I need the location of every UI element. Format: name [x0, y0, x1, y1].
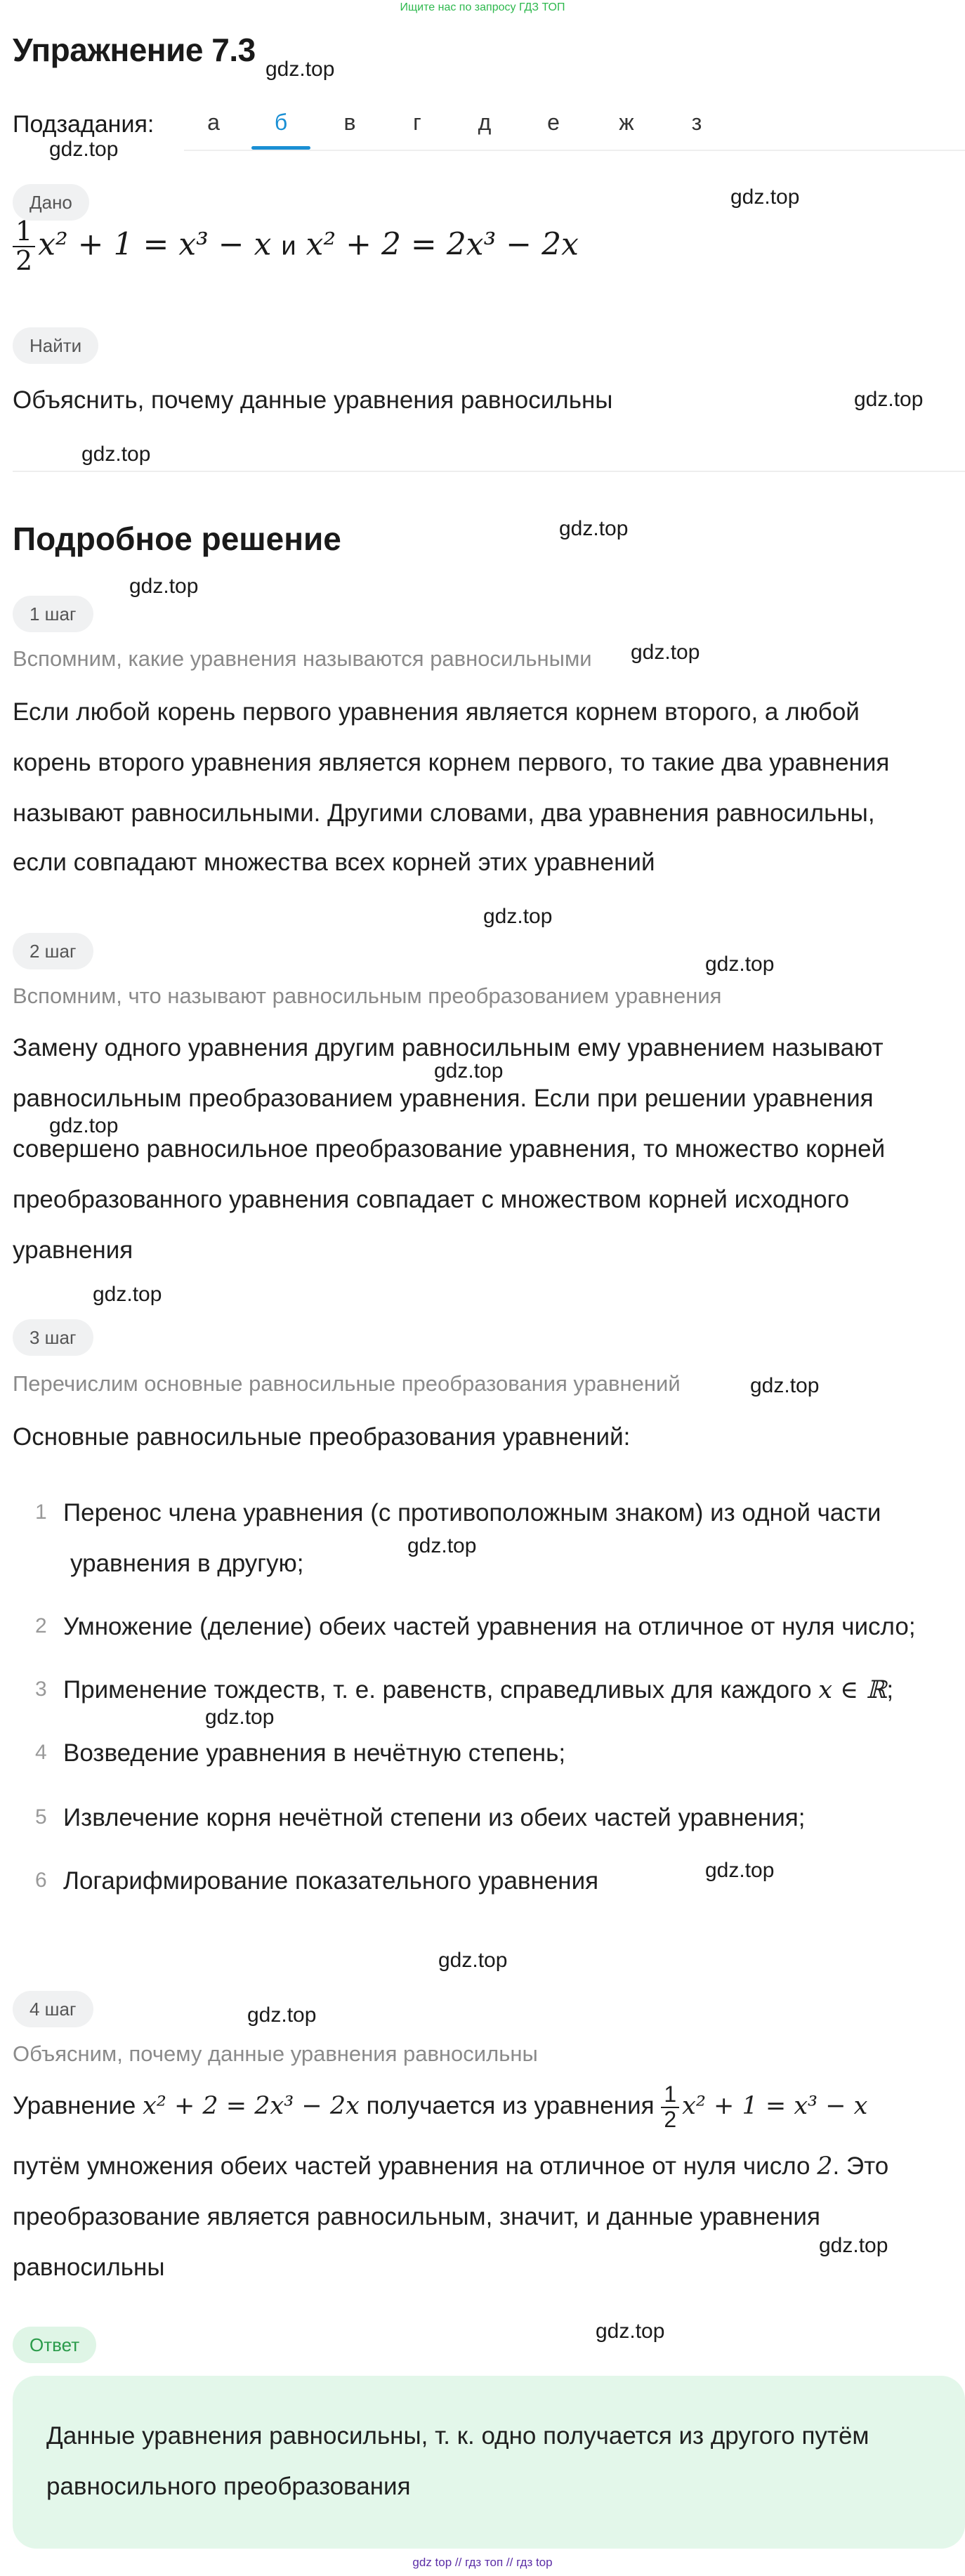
tab-zh[interactable]: ж — [619, 110, 634, 135]
step-4-line-3: преобразование является равносильным, значит, и данные уравнения — [13, 2203, 820, 2230]
watermark: gdz.top — [559, 517, 629, 540]
fraction-one-half: $\frac{1}{2}$ — [13, 218, 35, 275]
watermark: gdz.top — [483, 905, 553, 928]
fraction-one-half: $\frac{1}{2}$ — [661, 2083, 679, 2131]
tab-v[interactable]: в — [343, 110, 356, 135]
watermark: gdz.top — [407, 1534, 477, 1557]
answer-line-2: равносильного преобразования — [46, 2473, 411, 2500]
watermark: gdz.top — [596, 2320, 665, 2343]
list-item: Умножение (деление) обеих частей уравнения на отличное от нуля число; — [63, 1613, 916, 1640]
solution-title: Подробное решение — [13, 521, 341, 557]
list-item: Перенос члена уравнения (с противоположным знаком) из одной части — [63, 1499, 881, 1526]
given-equations — [13, 218, 579, 275]
watermark: gdz.top — [93, 1283, 162, 1306]
step-1-line-1: Если любой корень первого уравнения является корнем второго, а любой — [13, 698, 860, 726]
step-1-line-4: если совпадают множества всех корней этих уравнений — [13, 849, 655, 876]
list-item: Извлечение корня нечётной степени из обеих частей уравнения; — [63, 1804, 806, 1831]
watermark: gdz.top — [750, 1374, 820, 1397]
footer-links[interactable]: gdz top // гдз топ // гдз top — [412, 2556, 553, 2569]
find-pill-wrap — [13, 327, 98, 364]
list-number: 1 — [35, 1501, 47, 1524]
list-number: 4 — [35, 1741, 47, 1764]
step-4-pill-wrap — [13, 1991, 93, 2027]
step-1-pill-wrap — [13, 596, 93, 632]
top-banner[interactable]: Ищите нас по запросу ГДЗ ТОП — [400, 1, 565, 13]
tabs-divider — [184, 150, 965, 151]
watermark: gdz.top — [819, 2234, 888, 2257]
answer-pill: Ответ — [13, 2327, 96, 2363]
page-title: Упражнение 7.3 — [13, 32, 256, 68]
step-2-line-2: равносильным преобразованием уравнения. Если при решении уравнения — [13, 1085, 874, 1112]
step-3-pill-wrap — [13, 1319, 93, 1356]
step-2-pill-wrap — [13, 933, 93, 969]
section-divider — [13, 471, 965, 472]
watermark: gdz.top — [205, 1706, 275, 1729]
watermark: gdz.top — [129, 575, 199, 598]
step-pill: 1 шаг — [13, 596, 93, 632]
list-item-continued: уравнения в другую; — [70, 1550, 304, 1577]
step-2-line-4: преобразованного уравнения совпадает с множеством корней исходного — [13, 1186, 850, 1213]
step-hint: Вспомним, какие уравнения называются равносильными — [13, 646, 592, 671]
list-number: 6 — [35, 1869, 47, 1892]
tab-a[interactable]: а — [207, 110, 220, 135]
step-4-line-4: равносильны — [13, 2254, 165, 2281]
watermark: gdz.top — [705, 1859, 775, 1882]
list-number: 3 — [35, 1678, 47, 1701]
given-pill: Дано — [13, 184, 89, 221]
math-equation-1: x² + 1 = x³ − x — [682, 2092, 868, 2120]
watermark: gdz.top — [49, 138, 119, 161]
step-4-line-1: Уравнение x² + 2 = 2x³ − 2x получается из уравнения $\frac{1}{2}$ x² + 1 = x³ − x — [13, 2081, 868, 2132]
tab-e[interactable]: е — [547, 110, 560, 135]
watermark: gdz.top — [81, 443, 151, 466]
step-2-line-5: уравнения — [13, 1236, 133, 1264]
answer-pill-wrap — [13, 2327, 96, 2363]
watermark: gdz.top — [434, 1059, 504, 1083]
watermark: gdz.top — [265, 58, 335, 81]
step-2-line-1: Замену одного уравнения другим равносильным ему уравнением называют — [13, 1034, 884, 1061]
list-number: 2 — [35, 1614, 47, 1637]
tab-d[interactable]: д — [478, 110, 492, 135]
tab-b[interactable]: б — [274, 110, 288, 135]
list-item: Возведение уравнения в нечётную степень; — [63, 1739, 566, 1767]
watermark: gdz.top — [705, 953, 775, 976]
step-pill: 3 шаг — [13, 1319, 93, 1356]
math-equation-2: x² + 2 = 2x³ − 2x — [143, 2092, 360, 2120]
tab-z[interactable]: з — [691, 110, 702, 135]
subtasks-label: Подзадания: — [13, 111, 155, 138]
watermark: gdz.top — [631, 641, 700, 664]
step-hint: Объясним, почему данные уравнения равносильны — [13, 2041, 538, 2066]
step-pill: 2 шаг — [13, 933, 93, 969]
equation-1: x² + 1 = x³ − x — [38, 226, 272, 263]
find-text: Объяснить, почему данные уравнения равносильны — [13, 386, 613, 414]
step-pill: 4 шаг — [13, 1991, 93, 2027]
step-2-line-3: совершено равносильное преобразование уравнения, то множество корней — [13, 1135, 886, 1163]
equation-2: x² + 2 = 2x³ − 2x — [306, 226, 579, 263]
step-4-line-2: путём умножения обеих частей уравнения на отличное от нуля число 2. Это — [13, 2152, 889, 2181]
watermark: gdz.top — [247, 2003, 317, 2027]
active-tab-indicator — [251, 146, 310, 150]
answer-line-1: Данные уравнения равносильны, т. к. одно получается из другого путём — [46, 2422, 869, 2450]
conjunction: и — [281, 231, 296, 261]
watermark: gdz.top — [854, 388, 924, 411]
list-item: Применение тождеств, т. е. равенств, справедливых для каждого x ∈ ℝ; — [63, 1676, 894, 1704]
tab-g[interactable]: г — [413, 110, 421, 135]
watermark: gdz.top — [49, 1114, 119, 1137]
step-1-line-2: корень второго уравнения является корнем первого, то такие два уравнения — [13, 749, 890, 776]
watermark: gdz.top — [730, 185, 800, 209]
math-x-in-R: x ∈ ℝ — [818, 1676, 887, 1704]
list-item: Логарифмирование показательного уравнения — [63, 1867, 599, 1895]
list-number: 5 — [35, 1805, 47, 1829]
step-hint: Вспомним, что называют равносильным преобразованием уравнения — [13, 983, 722, 1008]
step-3-intro: Основные равносильные преобразования уравнений: — [13, 1423, 631, 1451]
watermark: gdz.top — [438, 1949, 508, 1972]
step-hint: Перечислим основные равносильные преобразования уравнений — [13, 1371, 681, 1396]
find-pill: Найти — [13, 327, 98, 364]
step-1-line-3: называют равносильными. Другими словами, два уравнения равносильны, — [13, 799, 875, 827]
